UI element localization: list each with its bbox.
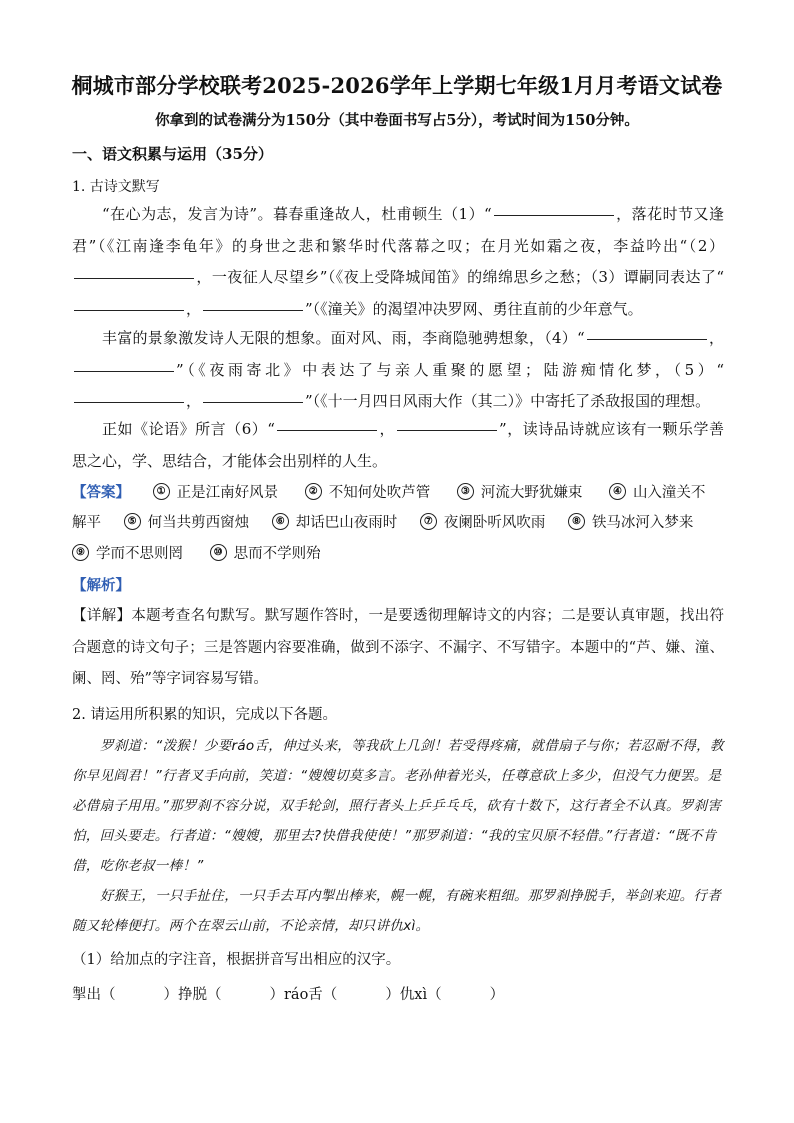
answer-text: 学而不思则罔 [96, 546, 183, 562]
detail-text: 本题考查名句默写。默写题作答时，一是要透彻理解诗文的内容；二是要认真审题，找出符合题意的诗文句子；三是答题内容要准确，做到不添字、不漏字、不写错字。本题中的“芦、嫌、潼、阑、罔、殆”等字词容易写错。 [72, 608, 725, 687]
answer-text: 何当共剪西窗烛 [147, 515, 250, 531]
answer-tag: 【答案】 [72, 484, 130, 501]
fill-blank[interactable] [74, 277, 194, 279]
answer-number: ⑦ [420, 513, 437, 530]
analysis-tag: 【解析】 [72, 577, 130, 594]
answer-line-3 [72, 539, 724, 570]
answer-line-1 [72, 477, 724, 509]
fill-blank[interactable] [397, 429, 497, 431]
answer-number: ⑨ [72, 544, 89, 561]
fill-blank[interactable] [277, 429, 377, 431]
text-segment: ”（《十一月四日风雨大作（其二）》中寄托了杀敌报国的理想。 [305, 392, 711, 410]
novel-excerpt [72, 731, 724, 941]
question-1-title: 1. 古诗文默写 [72, 179, 160, 195]
answer-text: 不知何处吹芦管 [328, 485, 431, 501]
text-segment: ，一夜征人尽望乡”（《夜上受降城闻笛》的绵绵思乡之愁；（3）谭嗣同表达了“ [196, 268, 724, 286]
blank-label: 掣出（ [72, 987, 116, 1003]
answer-text: 却话巴山夜雨时 [295, 515, 398, 531]
fill-blank[interactable] [74, 309, 184, 311]
answer-number: ④ [609, 483, 626, 500]
answer-item [153, 485, 279, 501]
text-segment: ”（《潼关》的渴望冲决罗网、勇往直前的少年意气。 [305, 299, 643, 318]
text-segment: ，落花时节又逢君”（《江南逢李龟年》的身世之悲和繁华时代落幕之叹；在月光如霜之夜，李益吟出“（2） [72, 205, 724, 255]
answer-number: ⑥ [272, 513, 289, 530]
analysis-heading [72, 570, 724, 602]
text-segment: 丰富的景象激发诗人无限的想象。面对风、雨，李商隐驰骋想象，（4）“ [102, 329, 585, 347]
answer-text: 铁马冰河入梦来 [591, 515, 694, 531]
text-segment: ， [378, 420, 396, 438]
excerpt-paragraph-1: 罗刹道：“泼猴！少要ráo舌，伸过头来，等我砍上几剑！若受得疼痛，就借扇子与你；若忍耐不得，教你早见阎君！”行者叉手向前，笑道：“嫂嫂切莫多言。老孙伸着光头，任尊意砍上多少，但没气力便罢。是必借扇子用用。”那罗刹不容分说，双手轮剑，照行者头上乒乒乓乓，砍有十数下，这行者全不认真。罗刹害怕，回头要走。行者道：“嫂嫂，那里去?快借我使使！”那罗刹道：“我的宝贝原不轻借。”行者道：“既不肯借，吃你老叔一棒！” [72, 738, 724, 874]
answer-text: 思而不学则殆 [233, 546, 321, 562]
answer-number: ⑤ [124, 513, 141, 530]
answer-text: 夜阑卧听风吹雨 [443, 515, 546, 531]
answer-text: 解平 [72, 515, 101, 531]
question-2-title: 2. 请运用所积累的知识，完成以下各题。 [72, 707, 337, 723]
answer-item [609, 485, 706, 501]
text-segment: ”（《夜雨寄北》中表达了与亲人重聚的愿望；陆游痴情化梦，（5）“ [176, 360, 724, 379]
answer-item [457, 485, 583, 501]
answer-text: 正是江南好风景 [176, 485, 279, 501]
blank-label: ）仇xì（ [385, 987, 442, 1003]
exam-title: 桐城市部分学校联考2025-2026学年上学期七年级1月月考语文试卷 [71, 73, 723, 98]
answer-text: 河流大野犹嫌束 [480, 485, 583, 501]
fill-blank[interactable] [587, 338, 707, 340]
text-segment: ， [186, 392, 202, 410]
answer-item [124, 515, 250, 531]
answer-number: ⑩ [210, 544, 227, 561]
exam-subtitle: 你拿到的试卷满分为150分（其中卷面书写占5分），考试时间为150分钟。 [155, 112, 639, 129]
fill-blank[interactable] [494, 214, 614, 216]
blank-label: ）挣脱（ [163, 987, 222, 1003]
fill-blank[interactable] [203, 401, 303, 403]
blank-label: ）ráo舌（ [269, 987, 338, 1003]
fill-blank[interactable] [203, 309, 303, 311]
answer-item [568, 515, 694, 531]
answer-number: ② [305, 483, 322, 500]
text-segment: 正如《论语》所言（6）“ [102, 420, 275, 438]
fill-blank[interactable] [74, 401, 184, 403]
text-segment: “在心为志，发言为诗”。暮春重逢故人，杜甫顿生（1）“ [102, 205, 492, 223]
pinyin-blanks-row [72, 983, 510, 1004]
detail-tag: 【详解】 [72, 608, 132, 624]
answer-item [305, 485, 431, 501]
question-1-paragraph-2 [72, 323, 724, 418]
text-segment: ， [708, 329, 724, 347]
text-segment: ， [186, 299, 202, 318]
fill-blank[interactable] [74, 370, 174, 372]
excerpt-paragraph-2: 好猴王，一只手扯住，一只手去耳内掣出棒来，幌一幌，有碗来粗细。那罗刹挣脱手，举剑来迎。行者随又轮棒便打。两个在翠云山前，不论亲情，却只讲仇xì。 [72, 888, 721, 934]
answer-item [210, 546, 321, 562]
answer-number: ① [153, 483, 170, 500]
question-1-paragraph-1 [72, 199, 724, 325]
answer-number: ⑧ [568, 513, 585, 530]
answer-item [420, 515, 546, 531]
question-1-paragraph-3 [72, 414, 724, 477]
answer-number: ③ [457, 483, 474, 500]
analysis-detail [72, 601, 724, 696]
text-segment: ”，读诗品诗就应该有一颗乐学善思之心，学、思结合，才能体会出别样的人生。 [72, 420, 724, 470]
answer-item [272, 515, 398, 531]
answer-item [72, 546, 183, 562]
section-heading: 一、语文积累与运用（35分） [72, 145, 273, 163]
answer-line-2 [72, 508, 724, 539]
blank-label: ） [489, 987, 505, 1003]
answer-text: 山入潼关不 [632, 485, 706, 501]
question-2-sub-1: （1）给加点的字注音，根据拼音写出相应的汉字。 [72, 952, 401, 968]
